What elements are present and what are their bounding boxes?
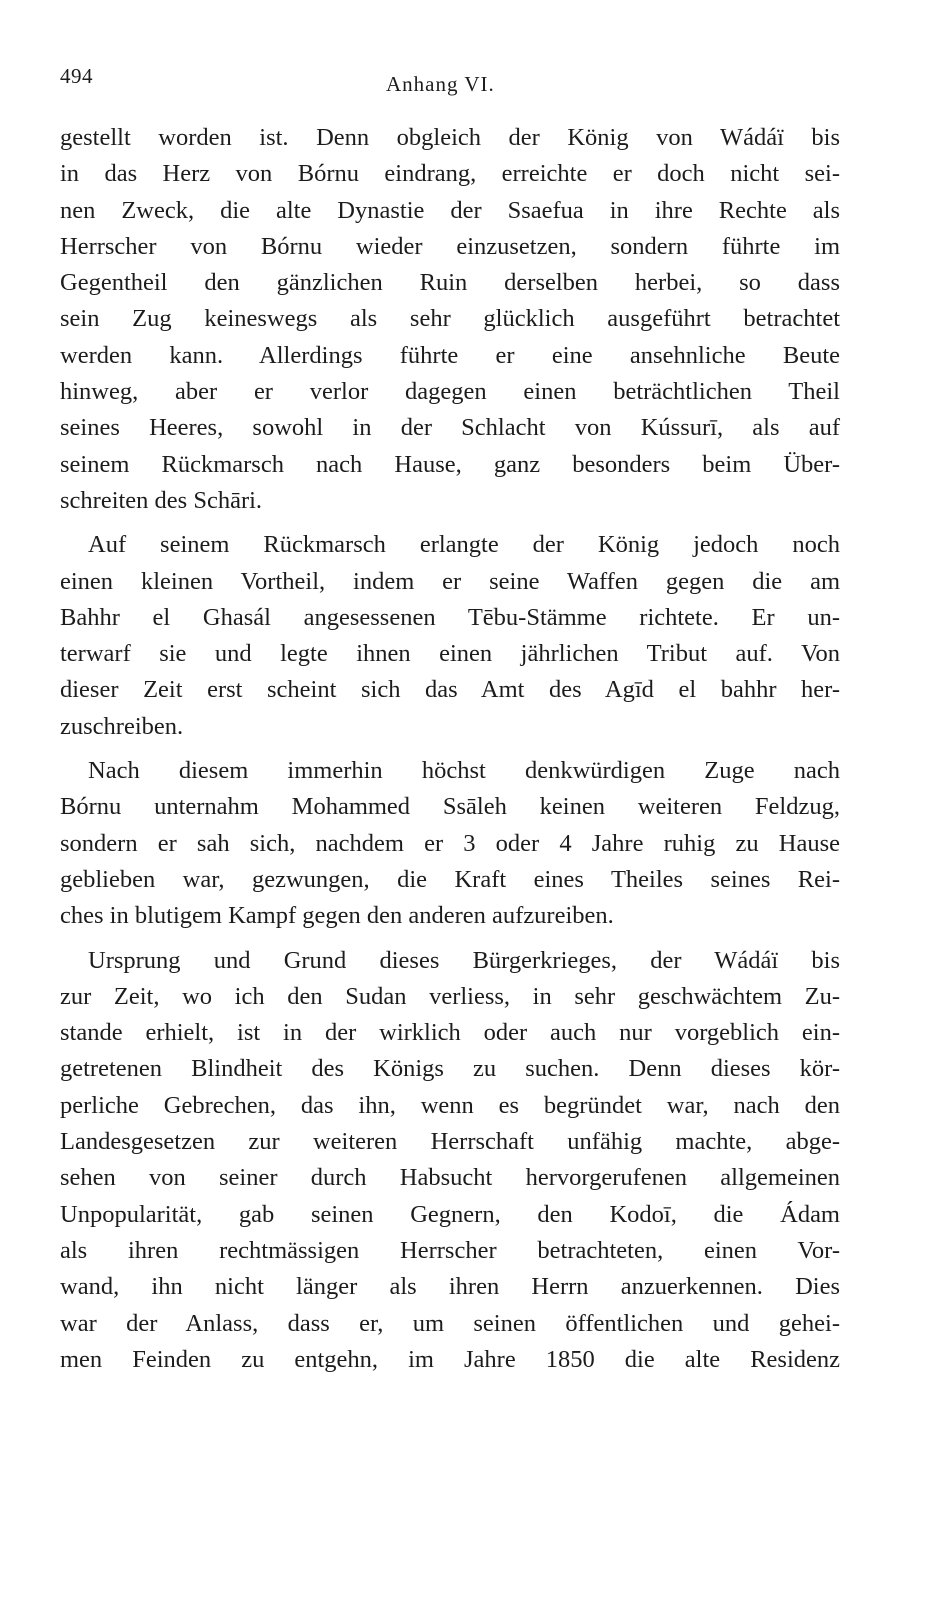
text-line: Nach diesem immerhin höchst denkwürdigen Zuge nach bbox=[88, 757, 840, 785]
text-line: Bórnu unternahm Mohammed Ssāleh keinen weiteren Feldzug, bbox=[60, 793, 840, 821]
paragraph bbox=[60, 943, 840, 1379]
text-line: dieser Zeit erst scheint sich das Amt des Agīd el bahhr her- bbox=[60, 676, 840, 704]
text-line: seines Heeres, sowohl in der Schlacht von Kússurī, als auf bbox=[60, 414, 840, 442]
text-line: einen kleinen Vortheil, indem er seine Waffen gegen die am bbox=[60, 567, 840, 595]
text-line: in das Herz von Bórnu eindrang, erreichte er doch nicht sei- bbox=[60, 160, 840, 188]
text-line: war der Anlass, dass er, um seinen öffentlichen und gehei- bbox=[60, 1309, 840, 1337]
text-line: men Feinden zu entgehn, im Jahre 1850 die alte Residenz bbox=[60, 1345, 840, 1373]
text-line: sein Zug keineswegs als sehr glücklich ausgeführt betrachtet bbox=[60, 305, 840, 333]
paragraph bbox=[60, 120, 840, 519]
text-line: Ursprung und Grund dieses Bürgerkrieges, der Wádáï bis bbox=[88, 946, 840, 974]
text-line: Landesgesetzen zur weiteren Herrschaft unfähig machte, abge- bbox=[60, 1128, 840, 1156]
text-line: Bahhr el Ghasál angesessenen Tēbu-Stämme richtete. Er un- bbox=[60, 603, 840, 631]
text-line: nen Zweck, die alte Dynastie der Ssaefua in ihre Rechte als bbox=[60, 196, 840, 224]
paragraph bbox=[60, 753, 840, 934]
body-text bbox=[60, 120, 840, 1386]
text-line: Gegentheil den gänzlichen Ruin derselben herbei, so dass bbox=[60, 269, 840, 297]
text-line: Herrscher von Bórnu wieder einzusetzen, sondern führte im bbox=[60, 232, 840, 260]
text-line: zuschreiben. bbox=[60, 712, 184, 740]
text-line: ches in blutigem Kampf gegen den anderen aufzureiben. bbox=[60, 902, 614, 930]
text-line: Unpopularität, gab seinen Gegnern, den Kodoī, die Ádam bbox=[60, 1200, 840, 1228]
text-line: sondern er sah sich, nachdem er 3 oder 4 Jahre ruhig zu Hause bbox=[60, 829, 840, 857]
text-line: gestellt worden ist. Denn obgleich der König von Wádáï bis bbox=[60, 124, 840, 151]
text-line: zur Zeit, wo ich den Sudan verliess, in sehr geschwächtem Zu- bbox=[60, 982, 840, 1010]
text-line: sehen von seiner durch Habsucht hervorgerufenen allgemeinen bbox=[60, 1164, 840, 1192]
text-line: terwarf sie und legte ihnen einen jährlichen Tribut auf. Von bbox=[60, 640, 840, 668]
page-header bbox=[60, 64, 840, 104]
text-line: als ihren rechtmässigen Herrscher betrachteten, einen Vor- bbox=[60, 1236, 840, 1264]
page-number: 494 bbox=[60, 64, 93, 88]
text-line: getretenen Blindheit des Königs zu suchen. Denn dieses kör- bbox=[60, 1055, 840, 1083]
text-line: schreiten des Schāri. bbox=[60, 486, 263, 514]
text-line: geblieben war, gezwungen, die Kraft eines Theiles seines Rei- bbox=[60, 865, 840, 893]
text-line: werden kann. Allerdings führte er eine ansehnliche Beute bbox=[60, 341, 840, 369]
text-line: hinweg, aber er verlor dagegen einen beträchtlichen Theil bbox=[60, 378, 840, 406]
text-line: seinem Rückmarsch nach Hause, ganz besonders beim Über- bbox=[60, 450, 840, 478]
text-line: perliche Gebrechen, das ihn, wenn es begründet war, nach den bbox=[60, 1091, 840, 1119]
text-line: Auf seinem Rückmarsch erlangte der König jedoch noch bbox=[88, 531, 840, 559]
text-line: stande erhielt, ist in der wirklich oder auch nur vorgeblich ein- bbox=[60, 1019, 840, 1047]
running-head: Anhang VI. bbox=[386, 72, 495, 96]
text-line: wand, ihn nicht länger als ihren Herrn anzuerkennen. Dies bbox=[60, 1273, 840, 1301]
paragraph bbox=[60, 527, 840, 745]
